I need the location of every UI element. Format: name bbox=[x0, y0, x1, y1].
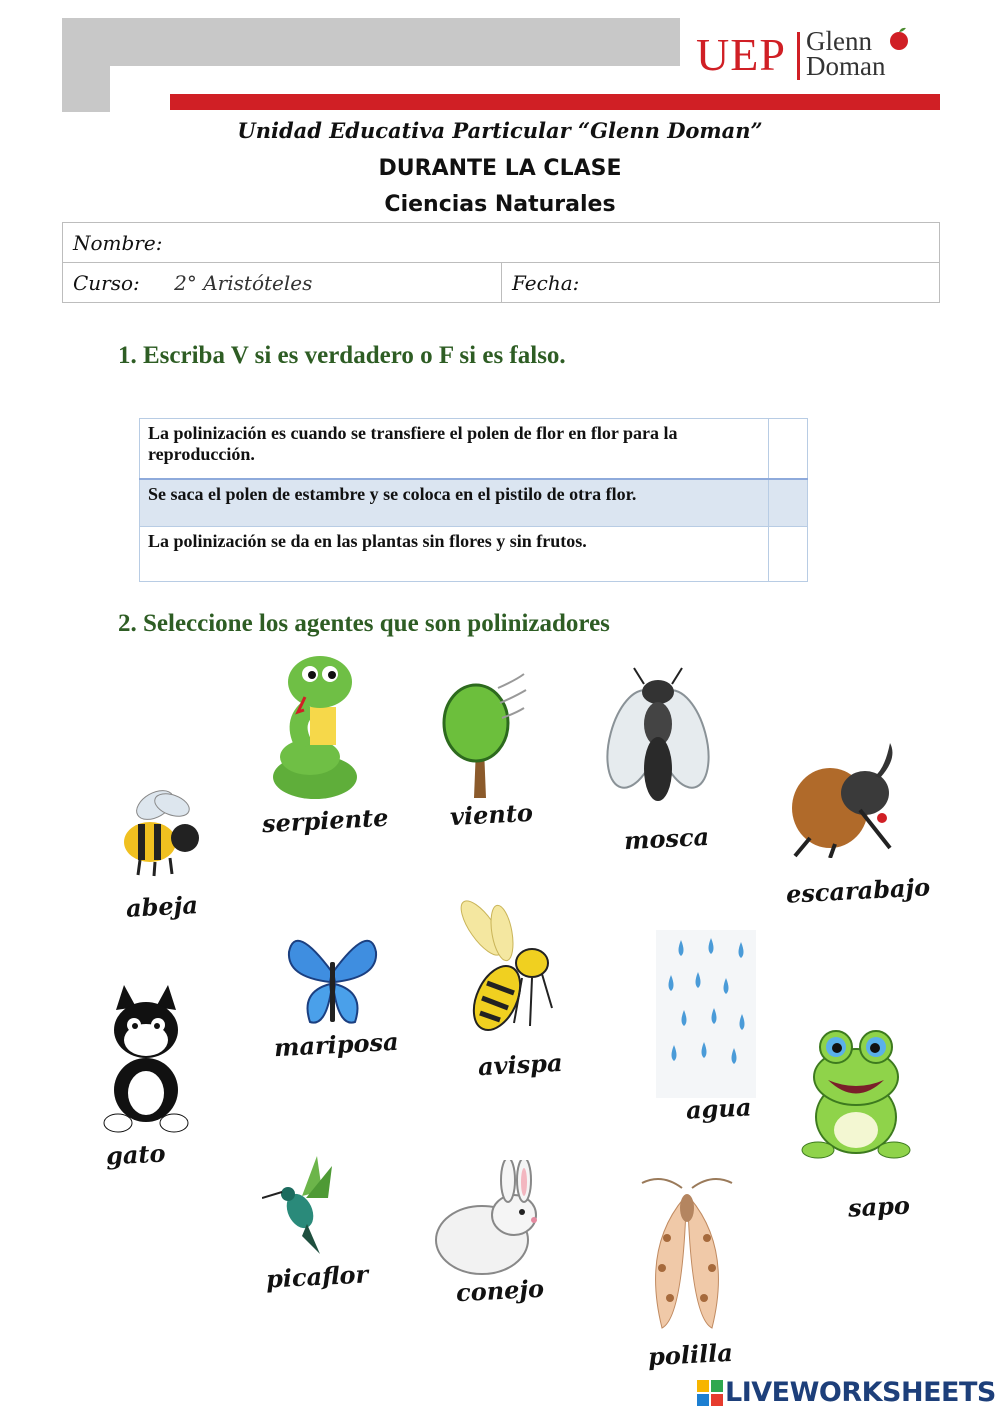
answer-box-3[interactable] bbox=[769, 527, 808, 582]
answer-box-2[interactable] bbox=[769, 479, 808, 527]
fly-icon[interactable] bbox=[604, 664, 712, 809]
label-sapo: sapo bbox=[847, 1190, 911, 1223]
label-gato: gato bbox=[105, 1138, 167, 1171]
label-picaflor: picaflor bbox=[265, 1259, 369, 1294]
statement-1: La polinización es cuando se transfiere el polen de flor en flor para la reproducción. bbox=[140, 419, 769, 479]
rabbit-icon[interactable] bbox=[432, 1160, 547, 1278]
name-field[interactable] bbox=[63, 223, 940, 263]
label-mosca: mosca bbox=[623, 821, 710, 856]
liveworksheets-logo-icon bbox=[697, 1380, 723, 1406]
wind-tree-icon[interactable] bbox=[438, 668, 528, 803]
date-label: Fecha: bbox=[512, 270, 580, 295]
header-gray-bar bbox=[62, 18, 680, 66]
name-label: Nombre: bbox=[73, 230, 163, 255]
statement-3: La polinización se da en las plantas sin flores y sin frutos. bbox=[140, 527, 769, 582]
date-field[interactable] bbox=[502, 263, 940, 303]
label-escarabajo: escarabajo bbox=[785, 872, 931, 909]
label-viento: viento bbox=[449, 797, 534, 832]
beetle-icon[interactable] bbox=[790, 738, 902, 858]
label-conejo: conejo bbox=[455, 1273, 545, 1308]
course-label: Curso: bbox=[73, 270, 140, 295]
butterfly-icon[interactable] bbox=[285, 922, 380, 1032]
label-serpiente: serpiente bbox=[261, 802, 390, 839]
logo-name-line2: Doman bbox=[806, 51, 886, 81]
apple-icon bbox=[886, 26, 912, 52]
cat-icon[interactable] bbox=[96, 985, 196, 1135]
question1-title: 1. Escriba V si es verdadero o F si es falso. bbox=[118, 342, 566, 369]
bee-icon[interactable] bbox=[110, 780, 210, 880]
page-subtitle: DURANTE LA CLASE bbox=[378, 156, 622, 181]
logo-uep: UEP bbox=[696, 29, 786, 80]
hummingbird-icon[interactable] bbox=[262, 1156, 342, 1256]
true-false-table bbox=[139, 418, 808, 582]
answer-box-1[interactable] bbox=[769, 419, 808, 479]
moth-icon[interactable] bbox=[632, 1168, 742, 1340]
snake-icon[interactable] bbox=[260, 652, 360, 802]
logo-name-line1: Glenn bbox=[806, 26, 872, 56]
student-info-table bbox=[62, 222, 940, 303]
logo-separator bbox=[797, 32, 800, 80]
course-field bbox=[63, 263, 502, 303]
liveworksheets-brand: LIVEWORKSHEETS bbox=[725, 1377, 996, 1408]
label-abeja: abeja bbox=[125, 890, 199, 923]
header-gray-block bbox=[62, 66, 110, 112]
question2-title: 2. Seleccione los agentes que son polinizadores bbox=[118, 610, 610, 637]
label-avispa: avispa bbox=[477, 1047, 564, 1082]
statement-2: Se saca el polen de estambre y se coloca en el pistilo de otra flor. bbox=[140, 479, 769, 527]
subject-title: Ciencias Naturales bbox=[384, 192, 616, 217]
frog-icon[interactable] bbox=[800, 1022, 912, 1162]
school-name: Unidad Educativa Particular “Glenn Doman” bbox=[237, 118, 763, 143]
label-agua: agua bbox=[685, 1092, 753, 1125]
water-drops-icon[interactable] bbox=[656, 930, 756, 1098]
course-value: 2° Aristóteles bbox=[174, 270, 313, 295]
header-red-bar bbox=[170, 94, 940, 110]
wasp-icon[interactable] bbox=[452, 898, 562, 1038]
label-polilla: polilla bbox=[647, 1337, 734, 1372]
logo-name bbox=[806, 26, 886, 81]
label-mariposa: mariposa bbox=[273, 1026, 400, 1063]
